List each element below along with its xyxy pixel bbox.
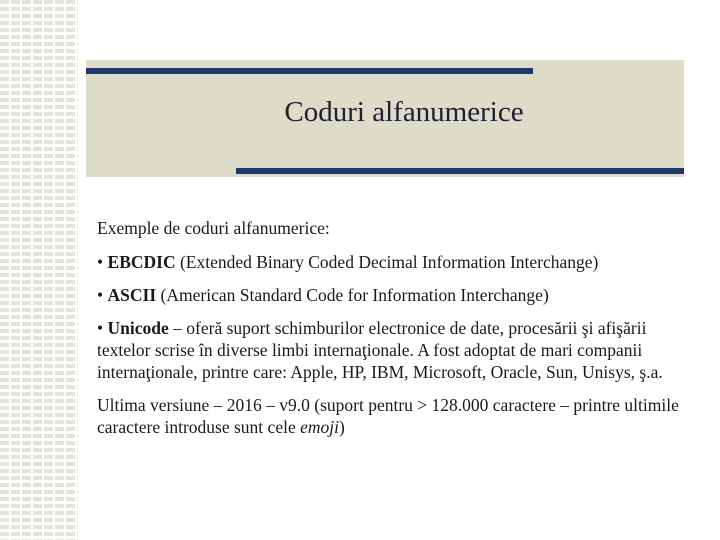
closing-paragraph <box>97 394 687 438</box>
closing-emphasis: emoji <box>300 417 339 437</box>
title-rule-bottom <box>236 168 684 174</box>
bullet-item-ebcdic <box>97 251 687 273</box>
bullet-marker: • <box>97 285 104 305</box>
slide-title: Coduri alfanumerice <box>284 96 524 128</box>
bullet-term: Unicode <box>107 318 169 338</box>
closing-end: ) <box>338 417 345 437</box>
slide-body <box>97 217 687 449</box>
bullet-text: (American Standard Code for Information Interchange) <box>156 285 549 305</box>
bullet-text: – oferă suport schimburilor electronice de date, procesării şi afişării textelor scrise în diverse limbi internaţionale. A fost adoptat de mari companii internaţionale, printre care: Apple, HP, IBM, Microsoft, Oracle, Sun, Unisys, ş.a. <box>97 318 663 382</box>
bullet-text: (Extended Binary Coded Decimal Information Interchange) <box>175 252 599 272</box>
bullet-item-unicode <box>97 317 687 383</box>
title-rule-top <box>86 68 533 74</box>
bullet-marker: • <box>97 252 104 272</box>
bullet-term: ASCII <box>107 285 157 305</box>
bullet-term: EBCDIC <box>107 252 176 272</box>
closing-text: Ultima versiune – 2016 – v9.0 (suport pentru > 128.000 caractere – printre ultimile caractere introduse sunt cele <box>97 395 679 437</box>
bullet-item-ascii <box>97 284 687 306</box>
decorative-stripe-bar <box>0 0 78 540</box>
intro-text: Exemple de coduri alfanumerice: <box>97 218 330 238</box>
bullet-marker: • <box>97 318 104 338</box>
